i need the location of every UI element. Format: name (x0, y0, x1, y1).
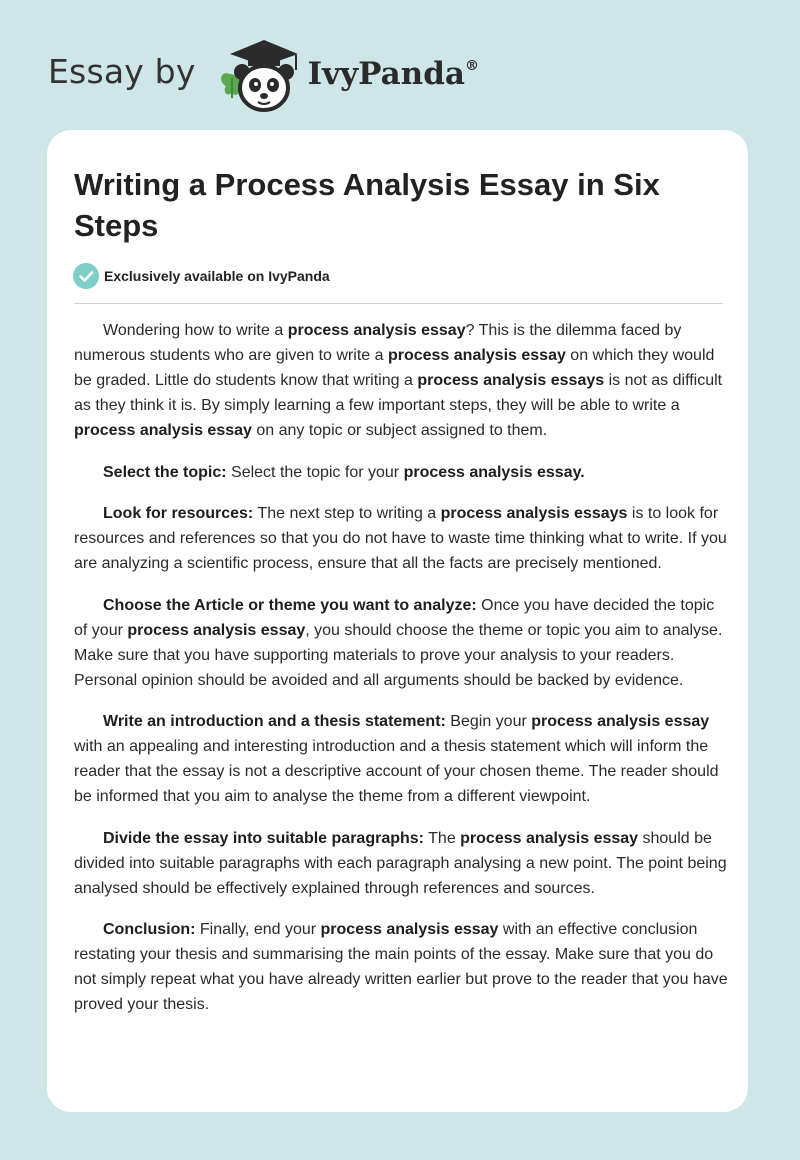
text-run: is to look for resources and references so that you do not have to waste time thinking what to write. If you are analyzing a scientific process, ensure that all the facts are precisely mentioned. (74, 505, 727, 572)
bold-text: process analysis essay (531, 713, 710, 730)
text-run: Once you have decided the topic of your (74, 596, 715, 639)
bold-text: Write an introduction and a thesis statement: (103, 713, 446, 730)
bold-text: Select the topic: (103, 463, 227, 481)
text-run: The next step to writing a (253, 505, 441, 522)
site-header (48, 34, 479, 114)
text-run: ? This is the dilemma faced by numerous students who are given to write a (74, 322, 682, 364)
exclusive-badge (73, 263, 330, 289)
brand-name[interactable]: IvyPanda® (307, 56, 479, 92)
text-run: Select the topic for your (226, 463, 404, 481)
text-run: should be divided into suitable paragraphs with each paragraph analysing a new point. The point being analysed should be effectively explained through references and sources. (74, 829, 727, 897)
text-run: Begin your (445, 713, 532, 730)
essay-paragraph (74, 318, 728, 443)
bold-text: process analysis essay (460, 829, 639, 847)
bold-text: process analysis essay (74, 422, 252, 439)
badge-label: Exclusively available on IvyPanda (104, 268, 330, 284)
text-run: on which they would be graded. Little do students know that writing a (74, 347, 715, 389)
bold-text: process analysis essay. (403, 463, 585, 481)
bold-text: process analysis essays (440, 505, 628, 522)
text-run: with an appealing and interesting introduction and a thesis statement which will inform the reader that the essay is not a descriptive account of your chosen theme. The reader should be informed that you aim to analyse the theme from a different viewpoint. (74, 738, 719, 805)
bold-text: process analysis essay (287, 322, 466, 339)
article-card (47, 130, 748, 1112)
panda-graduate-icon[interactable] (212, 34, 304, 114)
text-run: with an effective conclusion restating your thesis and summarising the main points of the essay. Make sure that you do not simply repeat what you have already written earlier but prove to the reader that you have proved your thesis. (74, 921, 728, 1013)
bold-text: Look for resources: (103, 505, 254, 522)
essay-body (74, 318, 728, 1034)
text-run: Finally, end your (195, 921, 321, 938)
essay-paragraph (74, 917, 728, 1017)
essay-paragraph (74, 709, 728, 809)
essay-paragraph (74, 460, 728, 485)
divider (74, 303, 723, 304)
bold-text: process analysis essays (417, 372, 605, 389)
text-run: , you should choose the theme or topic you aim to analyse. Make sure that you have supporting materials to prove your analysis to your readers. Personal opinion should be avoided and all arguments should be backed by evidence. (74, 621, 723, 689)
essay-paragraph (74, 826, 728, 901)
bold-text: process analysis essay (387, 347, 566, 364)
bold-text: process analysis essay (320, 921, 499, 938)
essay-by-label: Essay by (48, 51, 196, 91)
text-run: The (423, 829, 461, 847)
bold-text: Divide the essay into suitable paragraphs: (103, 829, 424, 847)
bold-text: Conclusion: (103, 921, 196, 938)
essay-paragraph (74, 593, 728, 693)
text-run: is not as difficult as they think it is. By simply learning a few important steps, they will be able to write a (74, 372, 723, 414)
bold-text: process analysis essay (127, 621, 306, 639)
check-circle-icon (73, 263, 99, 289)
page-title: Writing a Process Analysis Essay in Six Steps (74, 167, 660, 243)
essay-paragraph (74, 501, 728, 576)
text-run: on any topic or subject assigned to them. (251, 422, 548, 439)
text-run: Wondering how to write a (103, 322, 288, 339)
bold-text: Choose the Article or theme you want to analyze: (103, 596, 477, 614)
